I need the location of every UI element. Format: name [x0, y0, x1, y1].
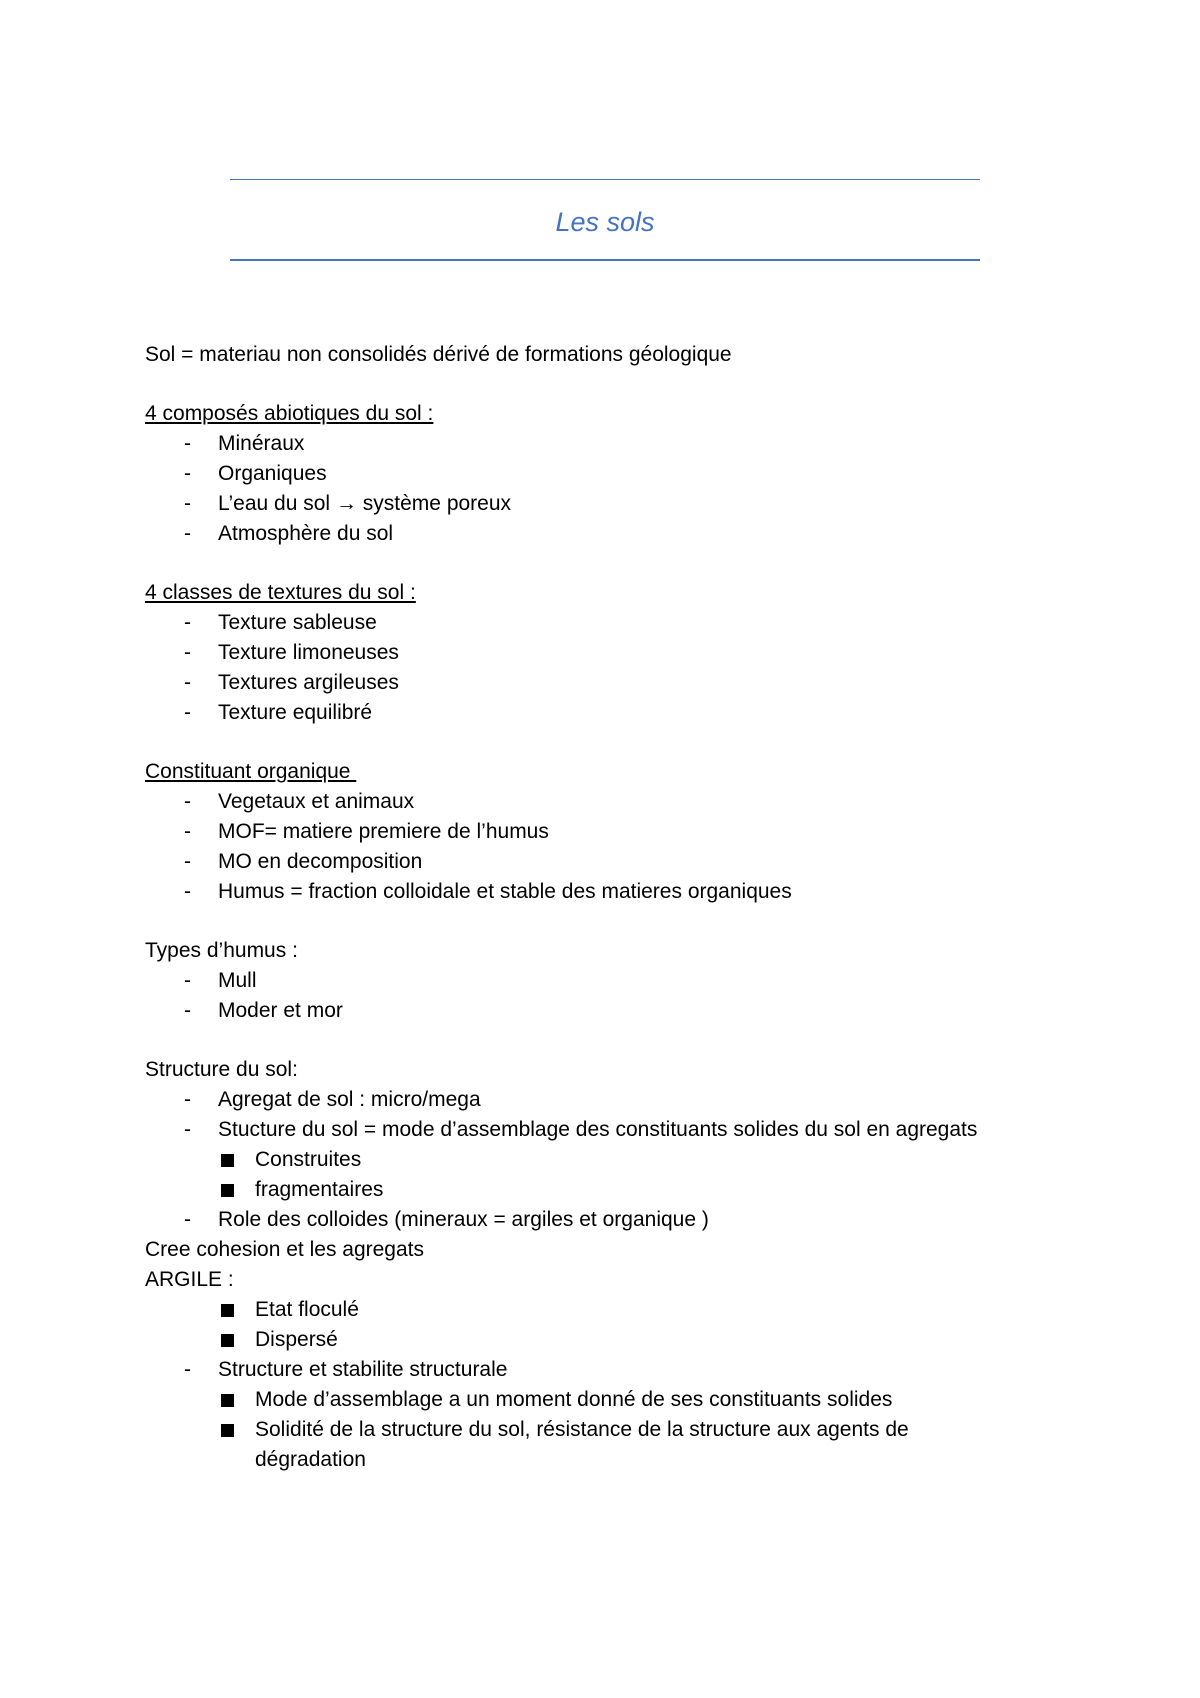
arrow-icon: →	[335, 492, 357, 515]
cohesion-line: Cree cohesion et les agregats	[145, 1238, 424, 1261]
list-item: - MO en decomposition	[184, 850, 423, 873]
sub-list-item: Solidité de la structure du sol, résistance de la structure aux agents de	[145, 1415, 1145, 1445]
sub-list-item: Etat floculé	[145, 1295, 1145, 1325]
list-item: - Minéraux	[184, 432, 305, 455]
square-bullet-icon	[221, 1154, 234, 1167]
list-item: - Role des colloides (mineraux = argiles et organique )	[184, 1208, 709, 1231]
definition-line: Sol = materiau non consolidés dérivé de formations géologique	[145, 343, 732, 366]
list-item: - Texture limoneuses	[184, 641, 399, 664]
square-bullet-icon	[221, 1424, 234, 1437]
sub-list-item: Mode d’assemblage a un moment donné de ses constituants solides	[145, 1385, 1145, 1415]
sub-list-item: Dispersé	[145, 1325, 1145, 1355]
square-bullet-icon	[221, 1304, 234, 1317]
document-body	[145, 340, 1145, 1475]
organique-heading: Constituant organique	[145, 760, 357, 783]
list-item: - Texture equilibré	[184, 701, 373, 724]
list-item: - Vegetaux et animaux	[184, 790, 415, 813]
list-item: - Texture sableuse	[184, 611, 377, 634]
list-item: - L’eau du sol → système poreux	[184, 492, 512, 515]
sub-list-item: fragmentaires	[145, 1175, 1145, 1205]
square-bullet-icon	[221, 1334, 234, 1347]
title-top-rule	[230, 179, 980, 180]
list-item: - Humus = fraction colloidale et stable des matieres organiques	[184, 880, 792, 903]
title-bottom-rule	[230, 259, 980, 261]
list-item: - Agregat de sol : micro/mega	[184, 1088, 481, 1111]
abiotiques-heading: 4 composés abiotiques du sol :	[145, 402, 434, 425]
list-item: - MOF= matiere premiere de l’humus	[184, 820, 549, 843]
list-item: - Stucture du sol = mode d’assemblage des constituants solides du sol en agregats	[184, 1118, 978, 1141]
humus-heading: Types d’humus :	[145, 939, 298, 962]
list-item: - Moder et mor	[184, 999, 343, 1022]
list-item: - Textures argileuses	[184, 671, 399, 694]
list-item: - Mull	[184, 969, 257, 992]
page-title: Les sols	[555, 207, 655, 237]
argile-label: ARGILE :	[145, 1268, 234, 1291]
list-item: - Structure et stabilite structurale	[184, 1358, 508, 1381]
list-item: - Atmosphère du sol	[184, 522, 394, 545]
square-bullet-icon	[221, 1184, 234, 1197]
structure-heading: Structure du sol:	[145, 1058, 298, 1081]
list-item: - Organiques	[184, 462, 327, 485]
sub-list-item: Construites	[145, 1145, 1145, 1175]
square-bullet-icon	[221, 1394, 234, 1407]
textures-heading: 4 classes de textures du sol :	[145, 581, 416, 604]
sub-list-item-continuation: dégradation	[255, 1448, 366, 1471]
